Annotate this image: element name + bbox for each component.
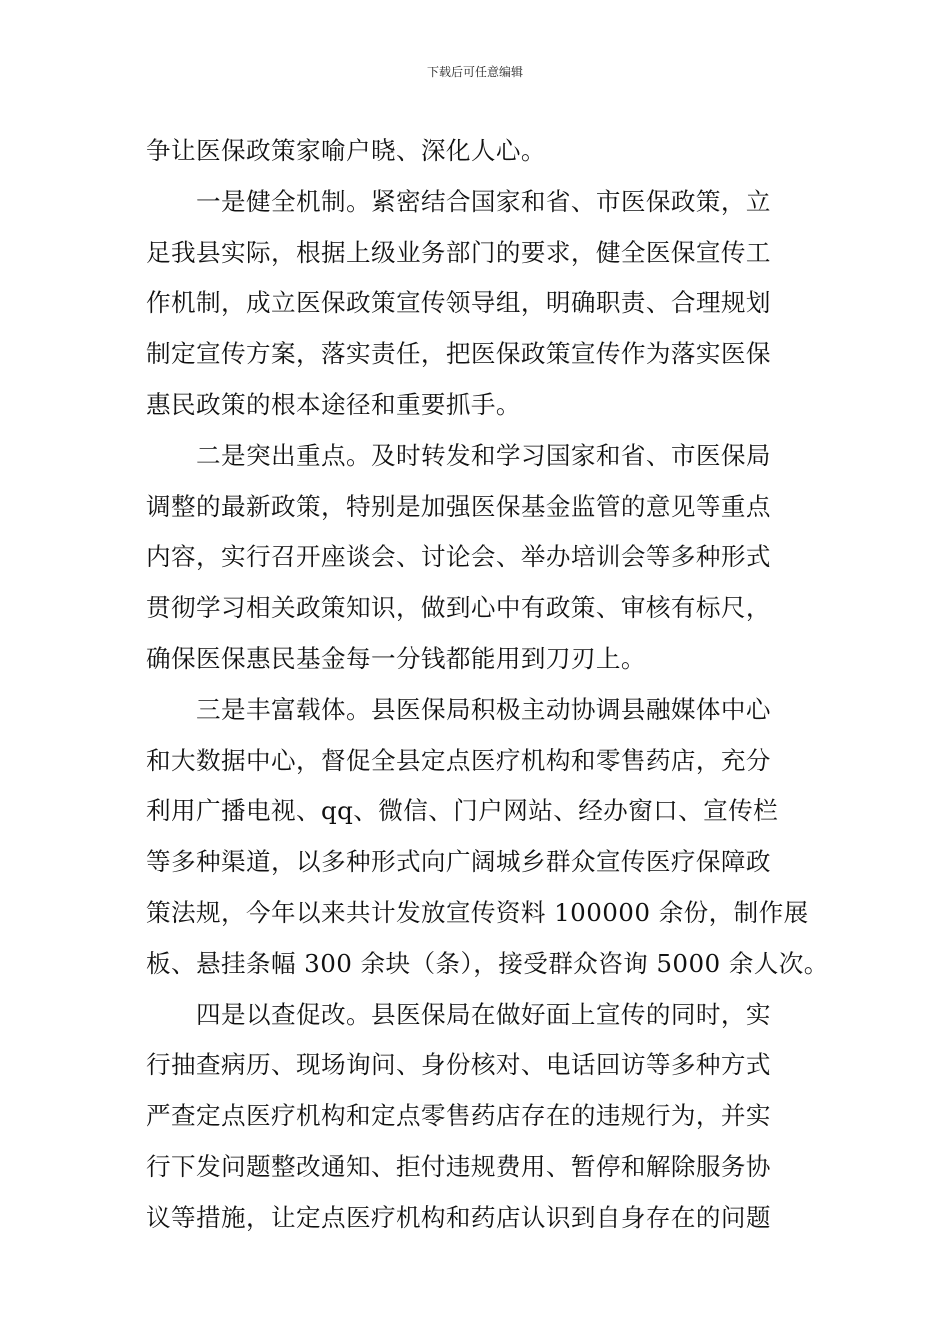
text-line: 利用广播电视、qq、微信、门户网站、经办窗口、宣传栏 xyxy=(146,796,779,826)
text-line: 贯彻学习相关政策知识，做到心中有政策、审核有标尺， xyxy=(146,593,771,623)
text-line: 争让医保政策家喻户晓、深化人心。 xyxy=(146,136,546,165)
text-line: 调整的最新政策，特别是加强医保基金监管的意见等重点 xyxy=(146,491,771,521)
text-line: 行下发问题整改通知、拒付违规费用、暂停和解除服务协 xyxy=(146,1151,771,1181)
page-header: 下载后可任意编辑 xyxy=(426,65,523,79)
paragraph-start-line: 一是健全机制。紧密结合国家和省、市医保政策，立 xyxy=(196,186,771,216)
paragraph-start-line: 三是丰富载体。县医保局积极主动协调县融媒体中心 xyxy=(196,694,771,724)
paragraph-start-line: 四是以查促改。县医保局在做好面上宣传的同时，实 xyxy=(196,999,771,1029)
text-line: 行抽查病历、现场询问、身份核对、电话回访等多种方式 xyxy=(146,1050,771,1080)
paragraph-start-line: 二是突出重点。及时转发和学习国家和省、市医保局 xyxy=(196,440,771,470)
text-line: 议等措施，让定点医疗机构和药店认识到自身存在的问题 xyxy=(146,1202,771,1232)
text-line: 板、悬挂条幅 300 余块（条），接受群众咨询 5000 余人次。 xyxy=(146,948,829,978)
text-line: 确保医保惠民基金每一分钱都能用到刀刃上。 xyxy=(146,643,646,673)
text-line: 作机制，成立医保政策宣传领导组，明确职责、合理规划 xyxy=(146,288,771,318)
text-line: 策法规，今年以来共计发放宣传资料 100000 余份，制作展 xyxy=(146,897,809,927)
document-body xyxy=(146,126,829,1244)
text-line: 足我县实际，根据上级业务部门的要求，健全医保宣传工 xyxy=(146,237,771,267)
text-line: 内容，实行召开座谈会、讨论会、举办培训会等多种形式 xyxy=(146,542,771,572)
text-line: 和大数据中心，督促全县定点医疗机构和零售药店，充分 xyxy=(146,745,771,775)
text-line: 惠民政策的根本途径和重要抓手。 xyxy=(146,389,521,419)
text-line: 严查定点医疗机构和定点零售药店存在的违规行为，并实 xyxy=(146,1101,771,1131)
text-line: 等多种渠道，以多种形式向广阔城乡群众宣传医疗保障政 xyxy=(146,847,771,877)
text-line: 制定宣传方案，落实责任，把医保政策宣传作为落实医保 xyxy=(146,339,771,369)
